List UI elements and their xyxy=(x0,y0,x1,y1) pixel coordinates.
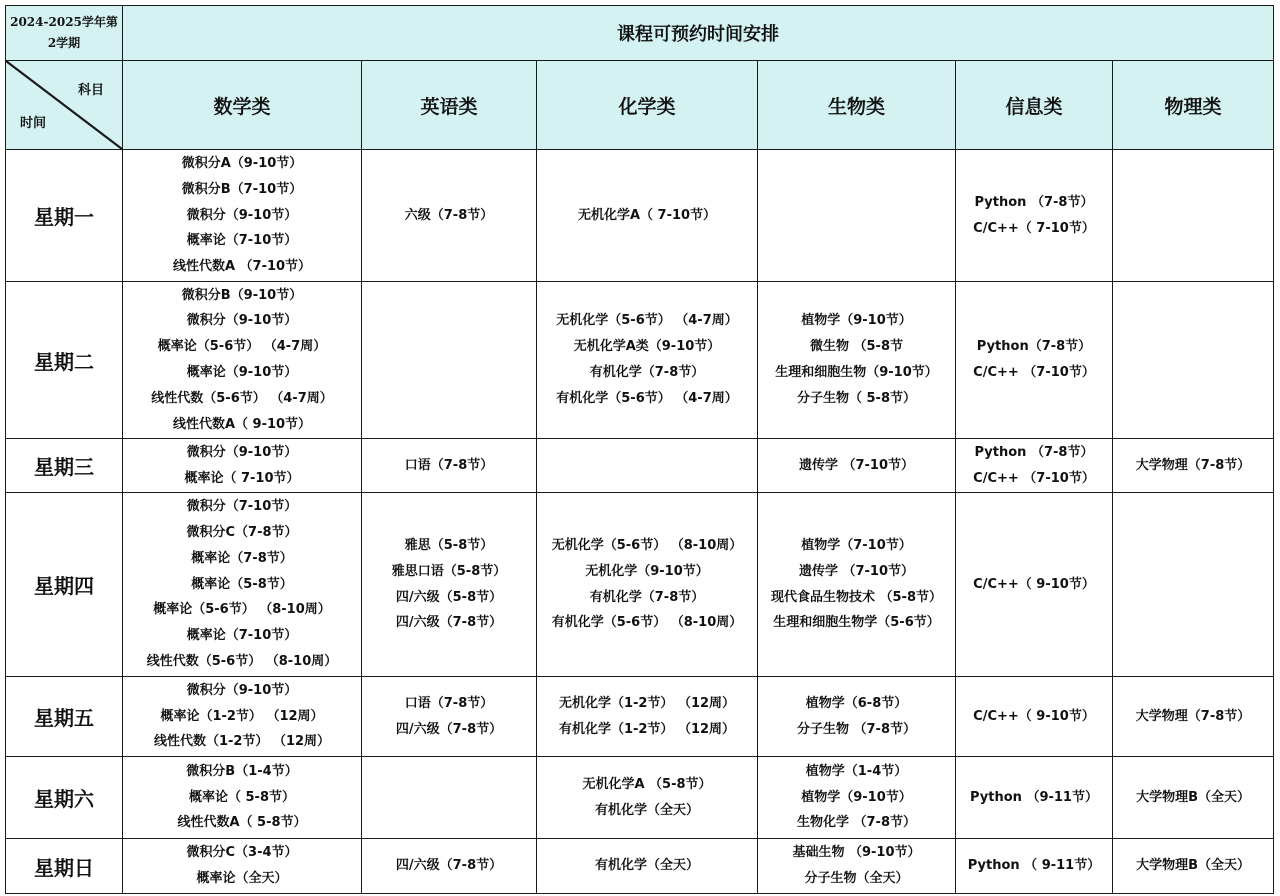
day-label: 星期日 xyxy=(6,839,123,894)
course-entry: 植物学（6-8节） xyxy=(805,695,908,711)
course-entry: Python （7-8节） xyxy=(974,194,1094,210)
course-entry: 有机化学（5-6节） （4-7周） xyxy=(556,390,738,406)
course-entry: 植物学（1-4节） xyxy=(805,763,908,779)
table-title: 课程可预约时间安排 xyxy=(123,6,1274,61)
schedule-cell-physics xyxy=(1113,839,1274,894)
schedule-cell-physics xyxy=(1113,757,1274,839)
schedule-cell-info xyxy=(956,150,1113,282)
course-entry: Python （9-11节） xyxy=(970,789,1098,805)
course-entry: 有机化学（7-8节） xyxy=(589,365,705,380)
day-row xyxy=(6,439,1274,493)
schedule-cell-biology xyxy=(758,439,956,493)
course-entry: 概率论（1-2节） （12周） xyxy=(160,708,324,724)
course-entry: 无机化学（5-6节） （8-10周） xyxy=(551,537,743,553)
course-entry: 无机化学A类（9-10节） xyxy=(573,339,721,355)
course-entry: 六级（7-8节） xyxy=(404,207,494,223)
schedule-cell-info xyxy=(956,757,1113,839)
course-entry: 大学物理（7-8节） xyxy=(1135,708,1251,724)
course-entry: 无机化学A（ 7-10节） xyxy=(577,207,717,223)
course-entry: 概率论（9-10节） xyxy=(186,365,298,380)
schedule-cell-math xyxy=(123,150,362,282)
day-label: 星期二 xyxy=(6,282,123,439)
course-entry: 大学物理B（全天） xyxy=(1136,858,1250,874)
day-row xyxy=(6,757,1274,839)
course-entry: C/C++ （7-10节） xyxy=(973,470,1095,486)
course-entry: 分子生物（ 5-8节） xyxy=(796,390,916,406)
course-entry: C/C++（ 9-10节） xyxy=(973,708,1095,724)
course-entry: 无机化学A （5-8节） xyxy=(582,776,712,792)
course-entry: 四/六级（5-8节） xyxy=(395,589,503,605)
course-entry: 概率论（全天） xyxy=(196,871,288,886)
course-entry: 微积分B（7-10节） xyxy=(181,181,303,197)
day-row xyxy=(6,839,1274,894)
schedule-cell-english xyxy=(362,839,537,894)
course-entry: 微积分（9-10节） xyxy=(186,313,298,329)
day-label: 星期三 xyxy=(6,439,123,493)
course-entry: 植物学（7-10节） xyxy=(801,537,912,553)
schedule-cell-info xyxy=(956,839,1113,894)
schedule-cell-math xyxy=(123,282,362,439)
day-rows xyxy=(6,150,1274,894)
course-entry: Python （ 9-11节） xyxy=(967,858,1101,874)
schedule-table xyxy=(5,5,1274,894)
course-entry: 概率论（7-10节） xyxy=(186,233,298,249)
term-line-2: 2学期 xyxy=(47,36,81,50)
schedule-cell-biology xyxy=(758,493,956,677)
course-entry: 微生物 （5-8节 xyxy=(809,339,903,355)
schedule-cell-english xyxy=(362,677,537,757)
schedule-cell-english xyxy=(362,150,537,282)
subject-header-physics: 物理类 xyxy=(1113,61,1274,150)
course-entry: 遗传学 （7-10节） xyxy=(798,457,915,473)
course-entry: 微积分C（7-8节） xyxy=(186,525,298,540)
schedule-cell-biology xyxy=(758,839,956,894)
schedule-cell-biology xyxy=(758,282,956,439)
schedule-cell-biology xyxy=(758,150,956,282)
corner-time-label: 时间 xyxy=(20,116,47,131)
course-entry: 生物化学 （7-8节） xyxy=(796,815,916,831)
schedule-cell-math xyxy=(123,757,362,839)
schedule-cell-english xyxy=(362,757,537,839)
subject-header-biology: 生物类 xyxy=(758,61,956,150)
course-entry: 线性代数A（ 5-8节） xyxy=(177,815,307,831)
schedule-cell-info xyxy=(956,677,1113,757)
schedule-cell-english xyxy=(362,493,537,677)
course-entry: 有机化学（1-2节） （12周） xyxy=(558,721,736,737)
course-entry: 生理和细胞生物学（5-6节） xyxy=(773,615,940,631)
term-label xyxy=(6,6,123,61)
schedule-cell-biology xyxy=(758,677,956,757)
course-entry: 口语（7-8节） xyxy=(404,457,494,473)
course-entry: 有机化学（全天） xyxy=(594,802,699,818)
course-entry: 概率论（ 5-8节） xyxy=(188,789,295,805)
schedule-cell-chemistry xyxy=(537,677,758,757)
course-entry: 微积分（9-10节） xyxy=(186,207,298,223)
course-entry: 线性代数（1-2节） （12周） xyxy=(153,734,331,750)
schedule-cell-math xyxy=(123,677,362,757)
schedule-cell-physics xyxy=(1113,150,1274,282)
subject-header-math: 数学类 xyxy=(123,61,362,150)
schedule-cell-physics xyxy=(1113,282,1274,439)
subject-header-chemistry: 化学类 xyxy=(537,61,758,150)
course-entry: 四/六级（7-8节） xyxy=(395,615,503,631)
schedule-cell-english xyxy=(362,439,537,493)
course-entry: 线性代数A （7-10节） xyxy=(172,259,312,275)
course-entry: 概率论（ 7-10节） xyxy=(184,470,300,486)
course-entry: 四/六级（7-8节） xyxy=(395,721,503,737)
course-entry: 生理和细胞生物（9-10节） xyxy=(775,365,938,380)
schedule-cell-math xyxy=(123,839,362,894)
course-entry: 有机化学（全天） xyxy=(594,858,699,874)
course-entry: 线性代数A（ 9-10节） xyxy=(172,416,312,432)
course-entry: 植物学（9-10节） xyxy=(801,313,912,329)
day-label: 星期六 xyxy=(6,757,123,839)
corner-header-cell xyxy=(6,61,123,150)
subject-header-info: 信息类 xyxy=(956,61,1113,150)
schedule-cell-info xyxy=(956,439,1113,493)
course-entry: 线性代数（5-6节） （4-7周） xyxy=(151,390,333,406)
course-entry: 线性代数（5-6节） （8-10周） xyxy=(146,653,338,669)
course-entry: 概率论（5-6节） （4-7周） xyxy=(157,339,327,355)
course-entry: C/C++ （7-10节） xyxy=(973,365,1095,380)
schedule-cell-physics xyxy=(1113,493,1274,677)
schedule-cell-physics xyxy=(1113,439,1274,493)
term-line-1: 2024-2025学年第 xyxy=(10,15,118,29)
course-entry: 微积分（9-10节） xyxy=(186,682,298,698)
schedule-cell-math xyxy=(123,493,362,677)
day-row xyxy=(6,282,1274,439)
course-entry: 微积分（9-10节） xyxy=(186,444,298,460)
schedule-cell-info xyxy=(956,493,1113,677)
schedule-cell-english xyxy=(362,282,537,439)
day-label: 星期五 xyxy=(6,677,123,757)
course-entry: C/C++（ 9-10节） xyxy=(973,576,1095,592)
course-entry: Python （7-8节） xyxy=(974,444,1094,460)
subject-header-row xyxy=(6,61,1274,150)
course-entry: 微积分B（1-4节） xyxy=(186,763,298,779)
course-entry: C/C++（ 7-10节） xyxy=(973,220,1095,236)
course-entry: 大学物理（7-8节） xyxy=(1135,457,1251,473)
course-entry: 微积分B（9-10节） xyxy=(181,287,303,303)
course-entry: 有机化学（7-8节） xyxy=(589,589,705,605)
schedule-cell-info xyxy=(956,282,1113,439)
course-entry: 无机化学（9-10节） xyxy=(585,563,709,579)
course-entry: 四/六级（7-8节） xyxy=(395,858,503,874)
course-entry: 口语（7-8节） xyxy=(404,695,494,711)
course-entry: 概率论（7-10节） xyxy=(186,628,298,644)
course-entry: 大学物理B（全天） xyxy=(1136,789,1250,805)
course-entry: 植物学（9-10节） xyxy=(801,789,912,805)
diagonal-line xyxy=(6,61,122,149)
day-row xyxy=(6,677,1274,757)
schedule-cell-chemistry xyxy=(537,439,758,493)
course-entry: Python（7-8节） xyxy=(976,339,1092,355)
day-label: 星期一 xyxy=(6,150,123,282)
course-entry: 无机化学（5-6节） （4-7周） xyxy=(556,313,738,329)
schedule-cell-chemistry xyxy=(537,839,758,894)
course-entry: 分子生物 （7-8节） xyxy=(796,721,916,737)
course-entry: 概率论（7-8节） xyxy=(191,550,293,566)
course-entry: 雅思口语（5-8节） xyxy=(391,563,507,579)
course-entry: 分子生物（全天） xyxy=(804,871,909,886)
course-entry: 概率论（5-6节） （8-10周） xyxy=(153,602,331,618)
course-entry: 有机化学（5-6节） （8-10周） xyxy=(551,615,743,631)
course-entry: 无机化学（1-2节） （12周） xyxy=(558,695,736,711)
course-entry: 遗传学 （7-10节） xyxy=(798,563,915,579)
schedule-cell-math xyxy=(123,439,362,493)
schedule-cell-biology xyxy=(758,757,956,839)
course-entry: 基础生物 （9-10节） xyxy=(792,845,921,861)
day-row xyxy=(6,150,1274,282)
course-entry: 微积分（7-10节） xyxy=(186,499,298,515)
course-entry: 概率论（5-8节） xyxy=(191,576,293,592)
title-row xyxy=(6,6,1274,61)
corner-subject-label: 科目 xyxy=(77,83,104,98)
schedule-cell-chemistry xyxy=(537,150,758,282)
course-entry: 雅思（5-8节） xyxy=(404,537,494,553)
subject-header-english: 英语类 xyxy=(362,61,537,150)
schedule-cell-chemistry xyxy=(537,282,758,439)
schedule-cell-chemistry xyxy=(537,493,758,677)
day-row xyxy=(6,493,1274,677)
course-entry: 现代食品生物技术 （5-8节） xyxy=(770,589,942,605)
course-entry: 微积分A（9-10节） xyxy=(181,156,303,171)
schedule-cell-chemistry xyxy=(537,757,758,839)
course-entry: 微积分C（3-4节） xyxy=(186,845,298,861)
schedule-cell-physics xyxy=(1113,677,1274,757)
day-label: 星期四 xyxy=(6,493,123,677)
